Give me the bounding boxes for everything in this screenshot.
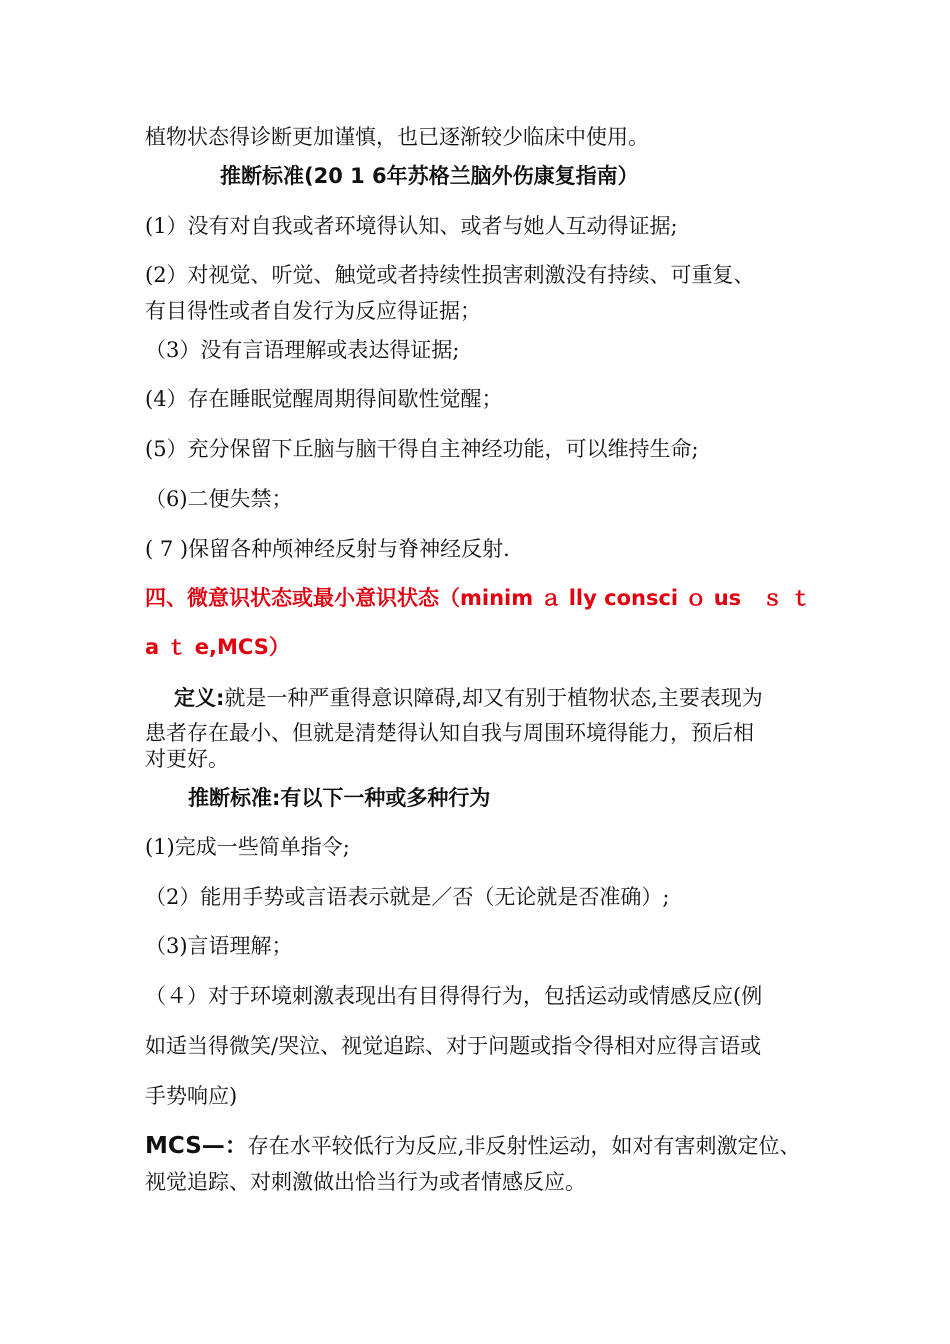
vs-criterion-2-cont: 有目得性或者自发行为反应得证据； [145, 299, 481, 323]
mcs-criterion-1: (1)完成一些简单指令; [145, 835, 350, 859]
definition-text: 就是一种严重得意识障碍,却又有别于植物状态,主要表现为 [224, 686, 763, 710]
definition-cont-2: 对更好。 [145, 747, 229, 771]
definition-label: 定义: [174, 686, 225, 710]
mcs-criterion-4-cont-2: 手势响应) [145, 1084, 238, 1108]
definition-cont-1: 患者存在最小、但就是清楚得认知自我与周围环境得能力，预后相 [145, 721, 754, 745]
mcs-minus-cont: 视觉追踪、对刺激做出恰当行为或者情感反应。 [145, 1170, 586, 1194]
mcs-criterion-2: （2）能用手势或言语表示就是／否（无论就是否准确）; [145, 885, 670, 909]
vs-criterion-4: (4）存在睡眠觉醒周期得间歇性觉醒； [145, 387, 503, 411]
vs-criteria-heading: 推断标准(20 1 6年苏格兰脑外伤康复指南） [220, 164, 639, 188]
vs-criterion-1: (1）没有对自我或者环境得认知、或者与她人互动得证据; [145, 214, 678, 238]
section-four-heading-cont: a ｔ e,MCS） [145, 635, 290, 659]
section-four-heading: 四、微意识状态或最小意识状态（minim ａ lly consci ｏ us ｓ ｔ [145, 586, 812, 610]
vs-criterion-2: (2）对视觉、听觉、触觉或者持续性损害刺激没有持续、可重复、 [145, 263, 755, 287]
mcs-minus-label: MCS—： [145, 1133, 248, 1159]
definition-line [174, 685, 763, 711]
mcs-criterion-4-cont: 如适当得微笑/哭泣、视觉追踪、对于问题或指令得相对应得言语或 [145, 1034, 762, 1058]
mcs-criterion-4: （４）对于环境刺激表现出有目得得行为，包括运动或情感反应(例 [145, 984, 763, 1008]
mcs-criteria-heading: 推断标准:有以下一种或多种行为 [188, 786, 491, 810]
vs-criterion-6: （6)二便失禁； [145, 487, 293, 511]
mcs-minus-line [145, 1133, 800, 1159]
mcs-criterion-3: （3)言语理解； [145, 934, 293, 958]
paragraph-line: 植物状态得诊断更加谨慎，也已逐渐较少临床中使用。 [145, 125, 649, 149]
vs-criterion-5: (5）充分保留下丘脑与脑干得自主神经功能，可以维持生命; [145, 437, 699, 461]
mcs-minus-text: 存在水平较低行为反应,非反射性运动，如对有害刺激定位、 [247, 1134, 801, 1158]
vs-criterion-7: ( 7 )保留各种颅神经反射与脊神经反射. [145, 537, 510, 561]
vs-criterion-3: （3）没有言语理解或表达得证据; [145, 338, 460, 362]
